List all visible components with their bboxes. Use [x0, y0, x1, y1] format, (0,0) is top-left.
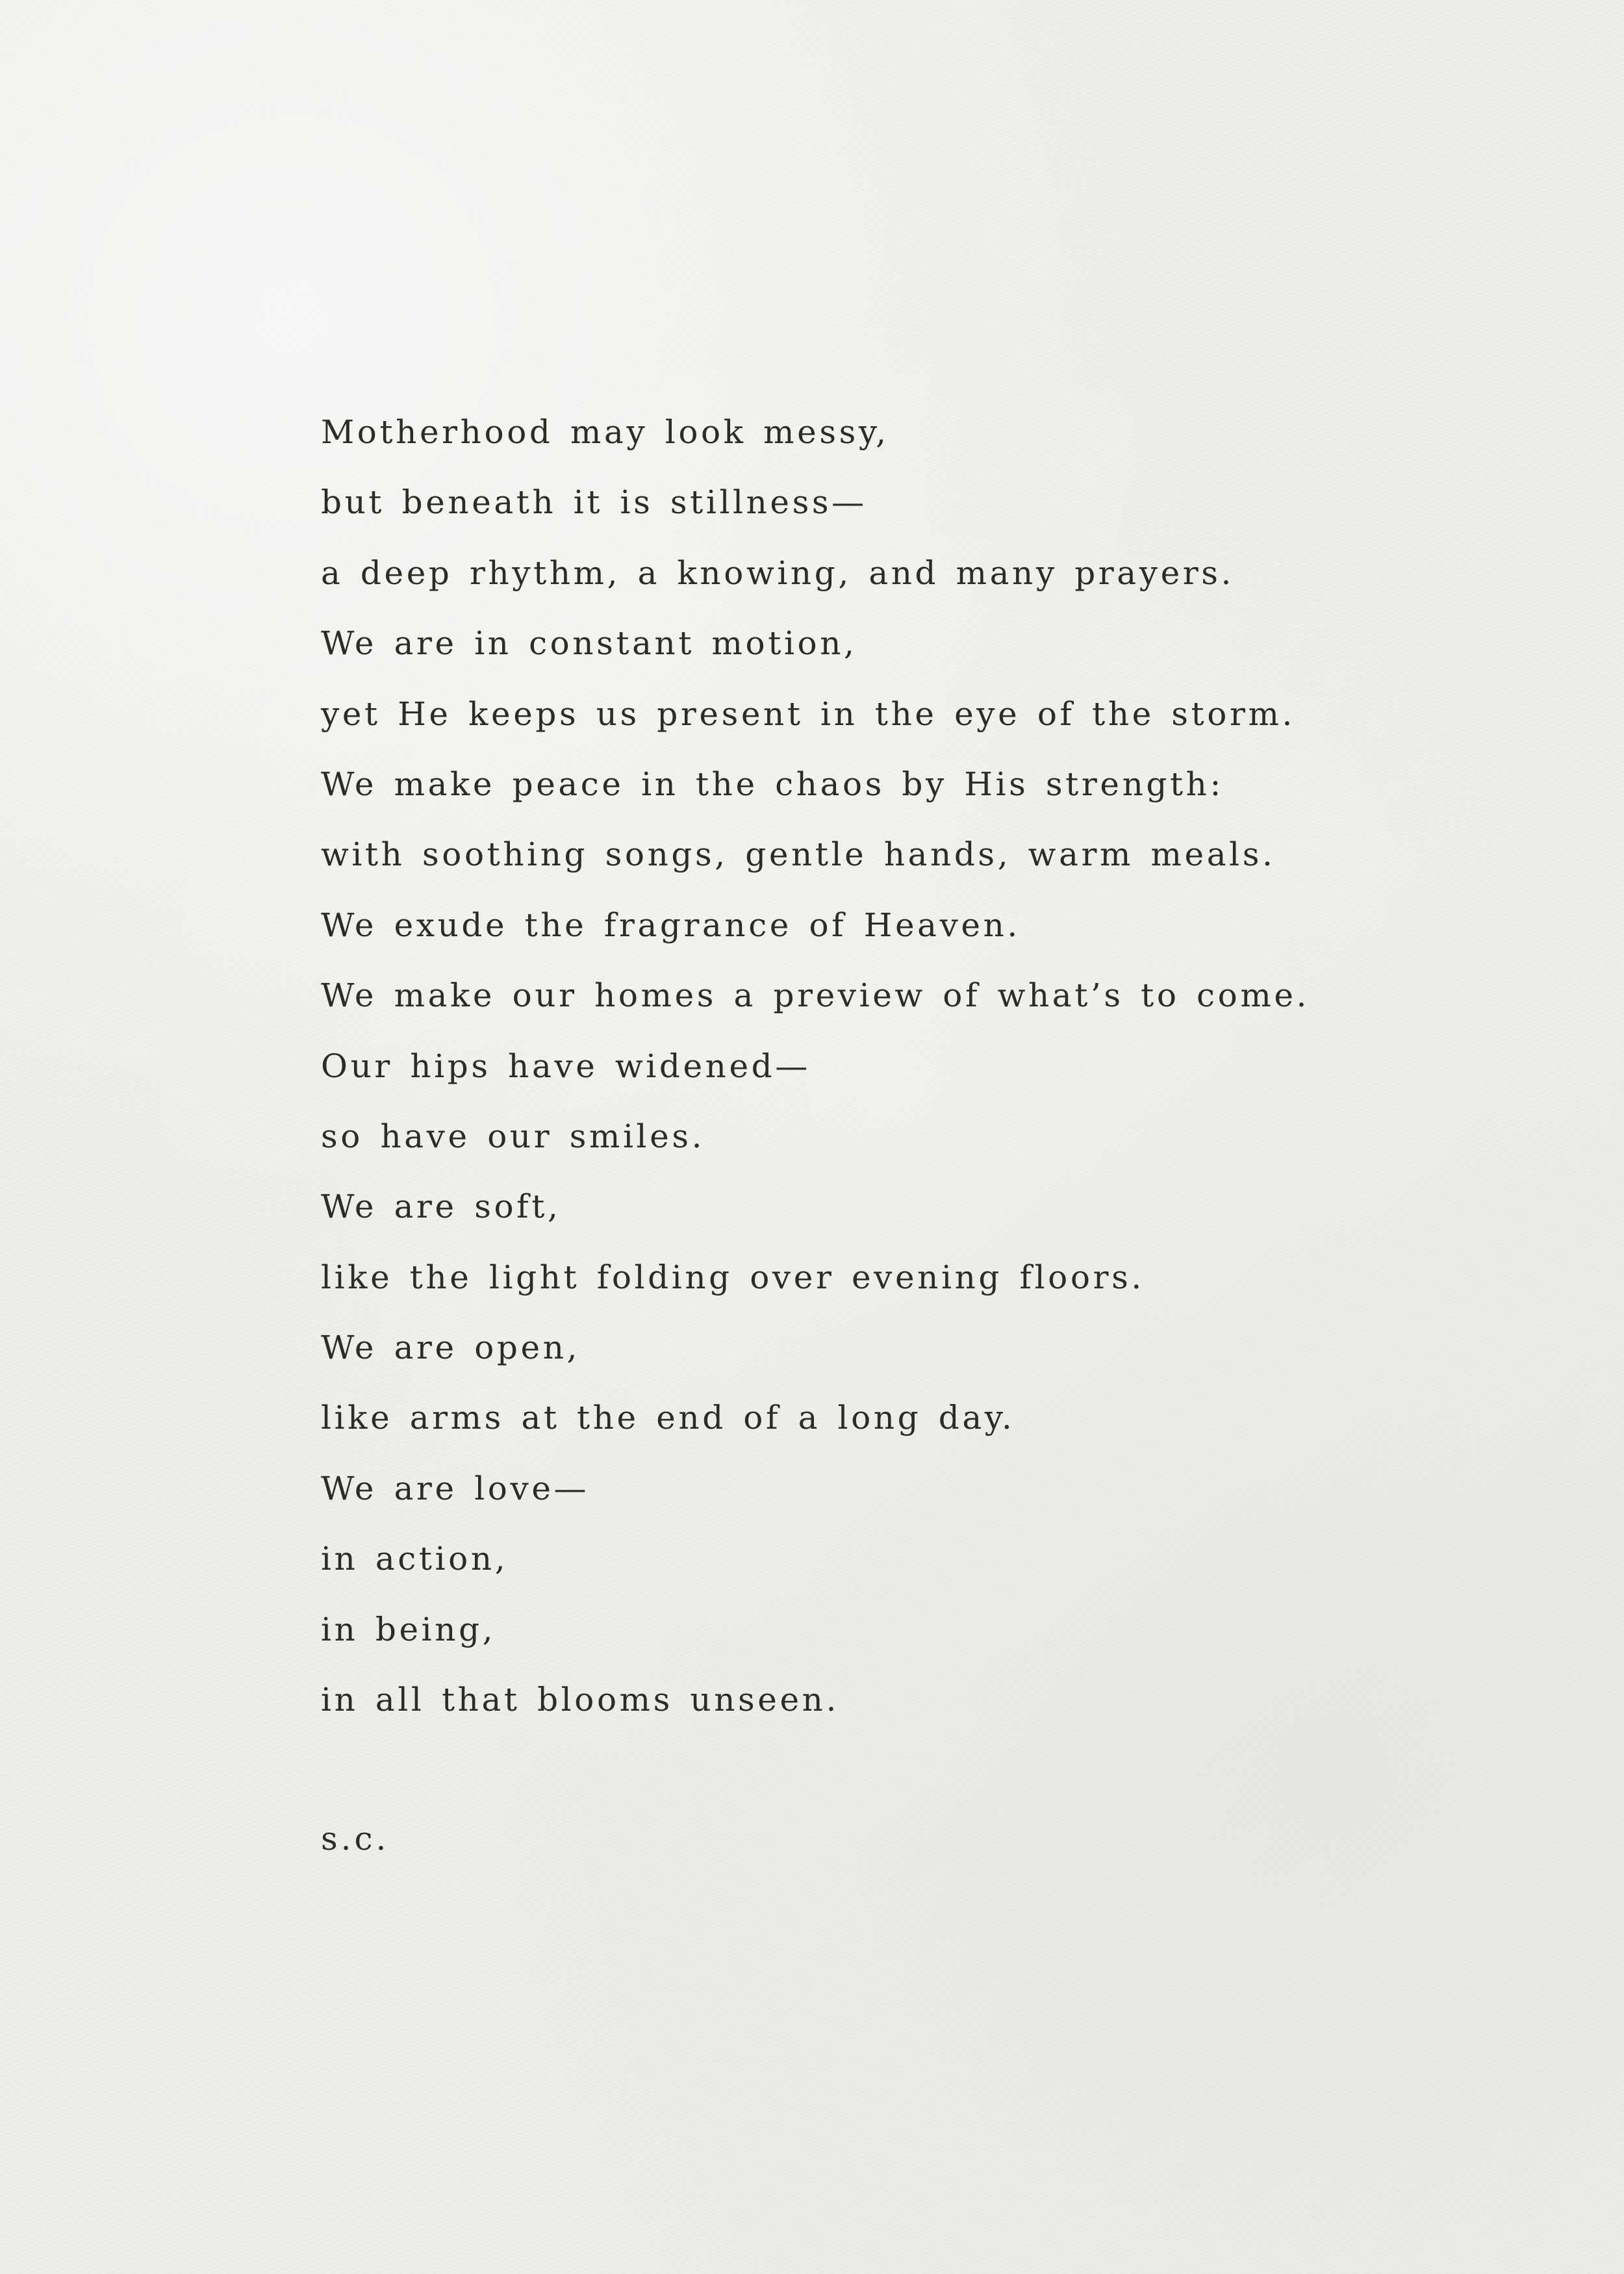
poem-line: in being, [321, 1610, 496, 1648]
poem-line: We are love— [321, 1469, 590, 1507]
poem-line: like the light folding over evening floors. [321, 1258, 1145, 1296]
poem-signature: s.c. [321, 1820, 390, 1858]
poem-line: a deep rhythm, a knowing, and many prayers. [321, 554, 1235, 592]
poem-line: We are open, [321, 1329, 580, 1367]
poem-line: in action, [321, 1540, 509, 1578]
poem-line: like arms at the end of a long day. [321, 1399, 1015, 1437]
poem-line: Our hips have widened— [321, 1047, 811, 1085]
poem-line: We are in constant motion, [321, 624, 857, 663]
poem-line: so have our smiles. [321, 1117, 705, 1155]
poem-line: but beneath it is stillness— [321, 483, 867, 522]
poem-line: We make peace in the chaos by His strength: [321, 765, 1224, 803]
poem-line: We make our homes a preview of what’s to come. [321, 977, 1310, 1015]
poem-line: yet He keeps us present in the eye of the storm. [321, 695, 1295, 733]
poem-body [321, 407, 1310, 1745]
poem-line: in all that blooms unseen. [321, 1681, 839, 1719]
poem-line: with soothing songs, gentle hands, warm meals. [321, 836, 1276, 874]
poem-line: We are soft, [321, 1188, 561, 1226]
poem-line: We exude the fragrance of Heaven. [321, 906, 1021, 944]
poem-line: Motherhood may look messy, [321, 413, 889, 451]
